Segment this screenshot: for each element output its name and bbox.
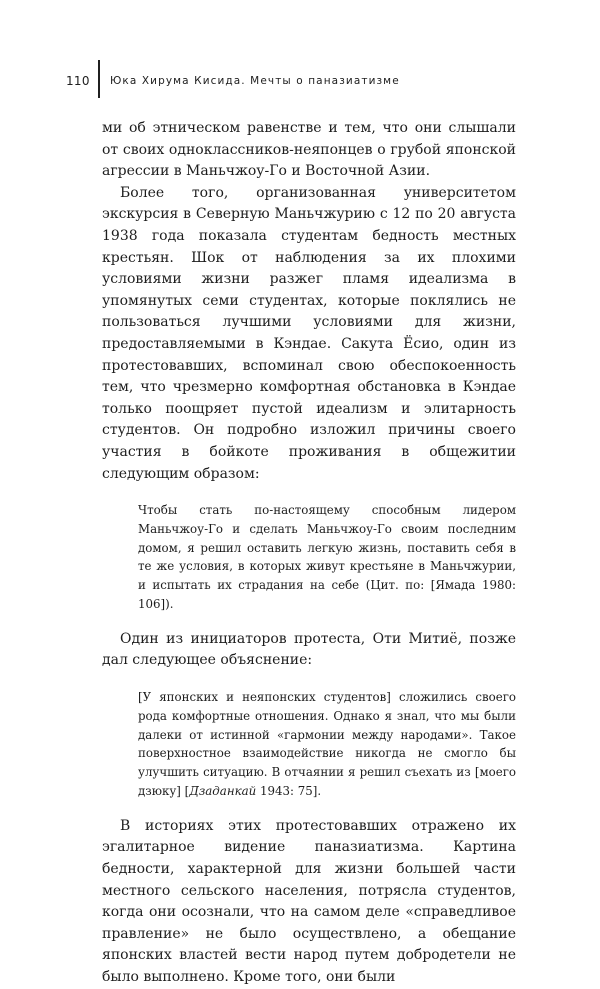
paragraph-continued: ми об этническом равенстве и тем, что они слышали от своих одноклассников-неяпонцев о грубой японской агрессии в Маньчжоу-Го и Восточной Азии. xyxy=(102,120,516,180)
running-title: Юка Хирума Кисида. Мечты о паназиатизме xyxy=(110,75,400,87)
quote-text: [У японских и неяпонских студентов] сложились своего рода комфортные отношения. Однако я знал, что мы были далеки от истинной «гармонии между народами». Такое поверхностное взаимодействие никогда не смогло бы улучшить ситуацию. В отчаянии я решил съехать из [моего дзюку] [ xyxy=(138,690,516,799)
paragraph-excursion: Более того, организованная университетом экскурсия в Северную Маньчжурию с 12 по 20 августа 1938 года показала студентам бедность местных крестьян. Шок от наблюдения за их плохими условиями жизни разжег пламя идеализма в упомянутых семи студентах, которые поклялись не пользоваться лучшими условиями для жизни, предоставляемыми в Кэндае. Сакута Ёсио, один из протестовавших, вспоминал свою обеспокоенность тем, что чрезмерно комфортная обстановка в Кэндае только поощряет пустой идеализм и элитарность студентов. Он подробно изложил причины своего участия в бойкоте проживания в общежитии следующим образом: xyxy=(102,184,516,482)
block-quote-sakuta: Чтобы стать по-настоящему способным лидером Маньчжоу-Го и сделать Маньчжоу-Го своим последним домом, я решил оставить легкую жизнь, поставить себя в те же условия, в которых живут крестьяне в Маньчжурии, и испытать их страдания на себе (Цит. по: [Ямада 1980: 106]). xyxy=(138,503,516,612)
paragraph-egalitarian: В историях этих протестовавших отражено их эгалитарное видение паназиатизма. Картина бедности, характерной для жизни большей части местного сельского населения, потрясла студентов, когда они осознали, что на самом деле «справедливое правление» не было осуществлено, а обещание японских властей вести народ путем добродетели не было выполнено. Кроме того, они были xyxy=(102,817,516,985)
source-citation: 1943: 75]. xyxy=(256,784,322,799)
page-body xyxy=(102,118,516,989)
source-title: Дзаданкай xyxy=(189,784,257,799)
block-quote-ochi xyxy=(138,688,516,801)
header-divider xyxy=(98,60,100,98)
running-head xyxy=(66,60,516,98)
page-number: 110 xyxy=(66,74,90,88)
paragraph-ochi: Один из инициаторов протеста, Оти Митиё, позже дал следующее объяснение: xyxy=(102,630,516,669)
